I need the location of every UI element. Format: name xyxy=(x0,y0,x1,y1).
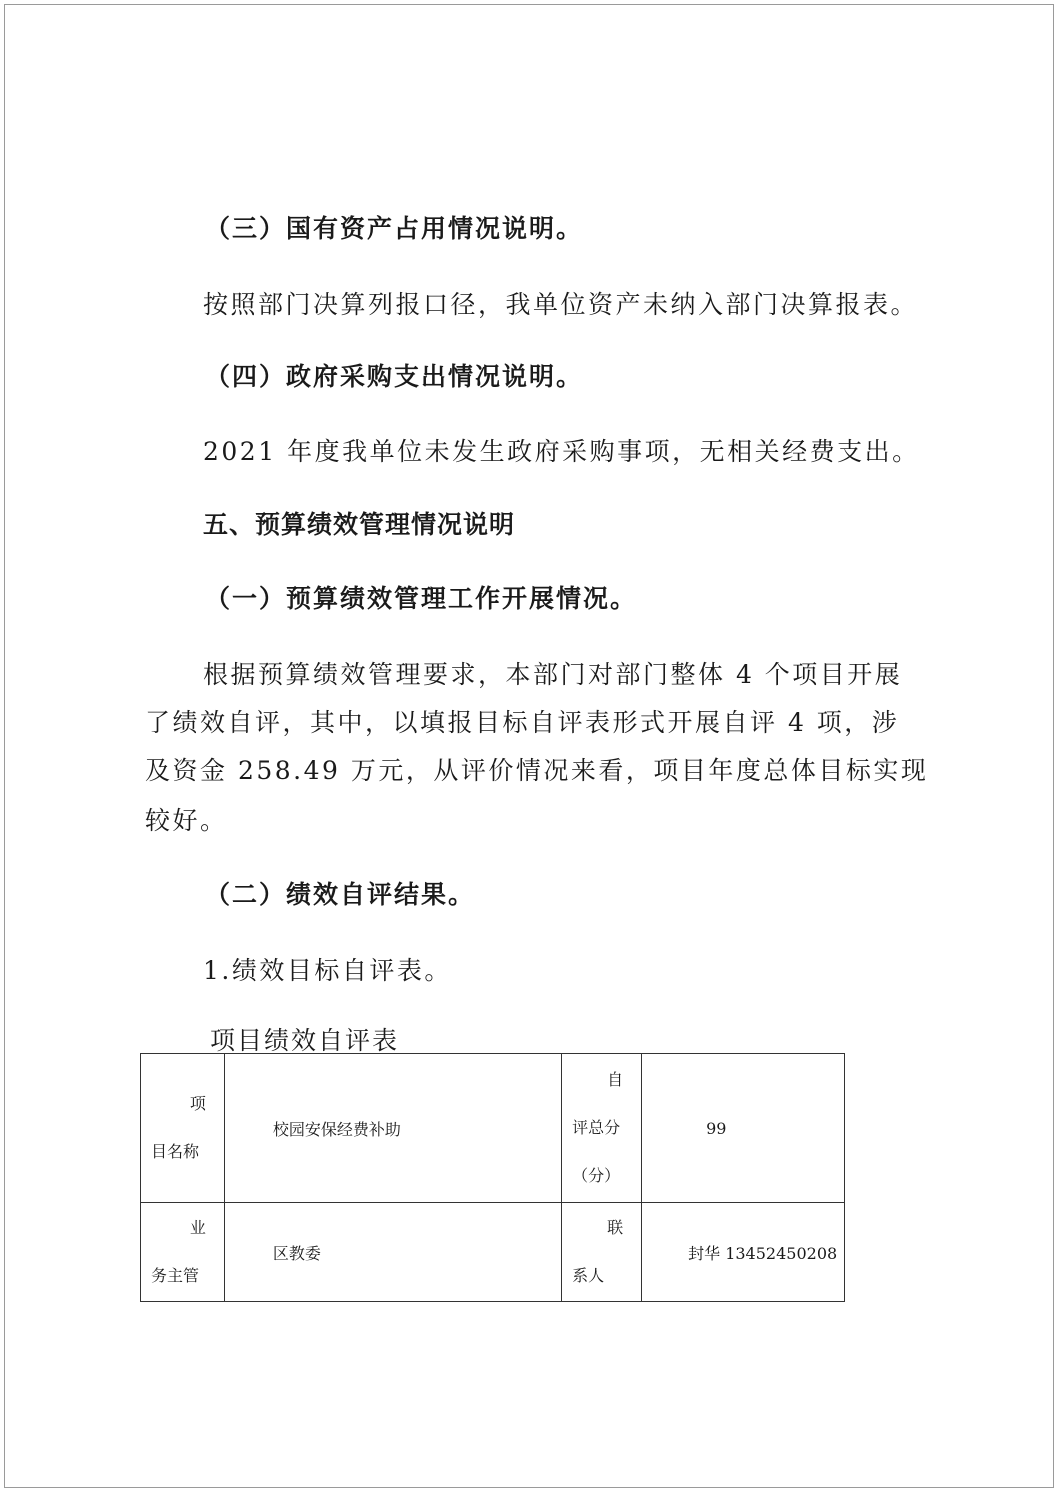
heading-gov-procurement: （四）政府采购支出情况说明。 xyxy=(205,362,584,391)
paragraph-line: 及资金 258.49 万元，从评价情况来看，项目年度总体目标实现 xyxy=(145,756,929,785)
heading-performance-work: （一）预算绩效管理工作开展情况。 xyxy=(205,584,638,613)
label-total-score: 自 评总分 （分） xyxy=(562,1054,642,1203)
label-contact: 联 系人 xyxy=(562,1203,642,1302)
value-contact: 封华 13452450208 xyxy=(642,1203,845,1302)
value-total-score: 99 xyxy=(642,1054,845,1203)
self-evaluation-table xyxy=(140,1053,845,1302)
value-project-name: 校园安保经费补助 xyxy=(224,1054,561,1203)
paragraph-line: 了绩效自评，其中，以填报目标自评表形式开展自评 4 项，涉 xyxy=(145,708,900,737)
label-project-name: 项 目名称 xyxy=(141,1054,225,1203)
heading-state-assets: （三）国有资产占用情况说明。 xyxy=(205,214,584,243)
table-row xyxy=(141,1203,845,1302)
heading-self-evaluation: （二）绩效自评结果。 xyxy=(205,880,476,909)
paragraph-gov-procurement: 2021 年度我单位未发生政府采购事项，无相关经费支出。 xyxy=(203,437,920,466)
paragraph-line: 根据预算绩效管理要求，本部门对部门整体 4 个项目开展 xyxy=(203,660,903,689)
document-page xyxy=(4,4,1054,1488)
section-title-performance: 五、预算绩效管理情况说明 xyxy=(203,510,516,539)
table-row xyxy=(141,1054,845,1203)
value-department: 区教委 xyxy=(224,1203,561,1302)
paragraph-state-assets: 按照部门决算列报口径，我单位资产未纳入部门决算报表。 xyxy=(203,290,919,319)
paragraph-line: 较好。 xyxy=(145,806,228,835)
item-self-evaluation-table: 1.绩效目标自评表。 xyxy=(203,956,452,985)
table-caption: 项目绩效自评表 xyxy=(210,1026,400,1055)
label-department: 业 务主管 xyxy=(141,1203,225,1302)
